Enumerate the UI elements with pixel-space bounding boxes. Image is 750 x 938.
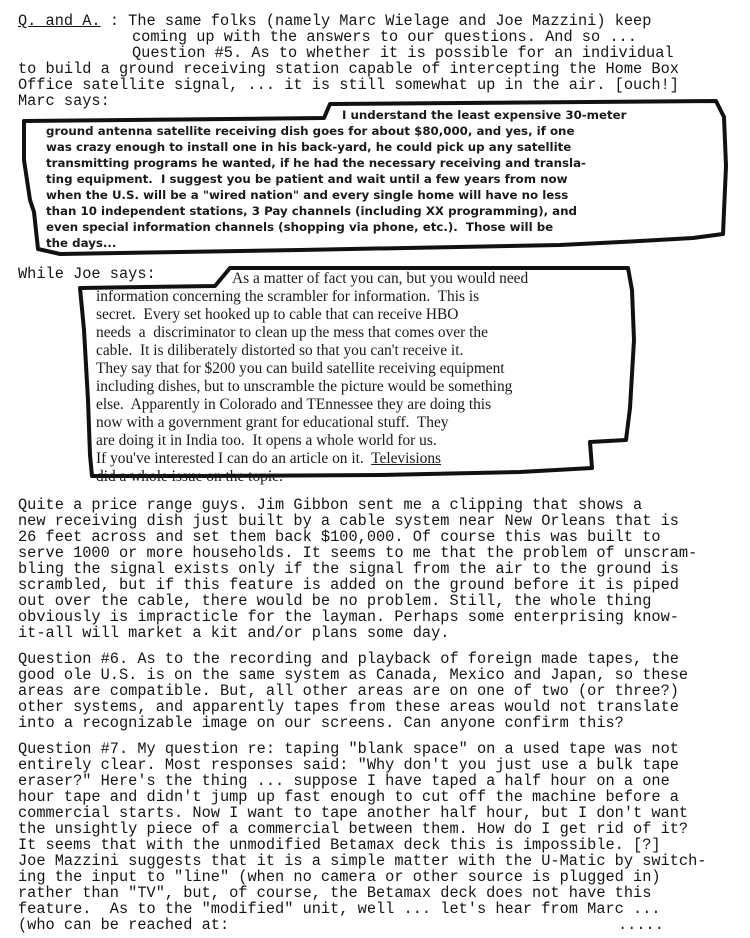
joe-quote-line-2: information concerning the scrambler for information. This is [96, 288, 480, 305]
q6-line-5: into a recognizable image on our screens. Can anyone confirm this? [18, 714, 624, 732]
joe-quote-line-11 [96, 450, 441, 468]
joe-quote-line-9: now with a government grant for educational stuff. They [96, 414, 449, 431]
q7-line-4: hour tape and didn't jump up fast enough to cut off the machine before a [18, 788, 679, 806]
q7-line-12: (who can be reached at: [18, 916, 230, 934]
marc-quote-line-6: when the U.S. will be a "wired nation" and every single home will have no less [46, 188, 569, 202]
intro-line-1: : The same folks (namely Marc Wielage and Joe Mazzini) keep [109, 12, 652, 30]
joe-quote-line-6: They say that for $200 you can build satellite receiving equipment [96, 360, 505, 377]
marc-quote-line-1: I understand the least expensive 30-meter [342, 108, 627, 122]
q7-line-5: commercial starts. Now I want to tape another half hour, but I don't want [18, 804, 689, 822]
price-line-7: out over the cable, there would be no problem. Still, the whole thing [18, 592, 652, 610]
qa-heading [18, 13, 651, 29]
marc-quote-line-5: ting equipment. I suggest you be patient and wait until a few years from now [46, 172, 568, 186]
joe-quote-line-11a: If you've interested I can do an article on it. [96, 450, 372, 467]
marc-quote-line-9: the days... [46, 236, 117, 250]
intro-line-4: to build a ground receiving station capable of intercepting the Home Box [18, 60, 679, 78]
intro-line-6: Marc says: [18, 92, 110, 110]
intro-line-5: Office satellite signal, ... it is still somewhat up in the air. [ouch!] [18, 76, 679, 94]
q7-line-6: the unsightly piece of a commercial between them. How do I get rid of it? [18, 820, 689, 838]
marc-quote-line-4: transmitting programs he wanted, if he had the necessary receiving and transla- [46, 156, 586, 170]
q7-line-1: Question #7. My question re: taping "blank space" on a used tape was not [18, 740, 679, 758]
q7-line-11: feature. As to the "modified" unit, well ... let's hear from Marc ... [18, 900, 661, 918]
joe-quote-line-12: did a whole issue on the topic. [96, 468, 283, 485]
price-line-3: 26 feet across and set them back $100,000. Of course this was built to [18, 528, 661, 546]
price-line-2: new receiving dish just built by a cable system near New Orleans that is [18, 512, 679, 530]
price-line-1: Quite a price range guys. Jim Gibbon sent me a clipping that shows a [18, 496, 643, 514]
q6-line-3: areas are compatible. But, all other areas are on one of two (or three?) [18, 682, 679, 700]
q7-line-12-ellipsis: ..... [618, 916, 664, 934]
price-line-6: scrambled, but if this feature is added on the ground before it is piped [18, 576, 679, 594]
q6-line-4: other systems, and apparently tapes from these areas would not translate [18, 698, 679, 716]
qa-label: Q. and A. [18, 12, 101, 30]
joe-quote-line-5: cable. It is diliberately distorted so that you can't receive it. [96, 342, 464, 359]
marc-quote-line-3: was crazy enough to install one in his back-yard, he could pick up any satellite [46, 140, 572, 154]
q7-line-8: Joe Mazzini suggests that it is a simple matter with the U-Matic by switch- [18, 852, 707, 870]
q7-line-2: entirely clear. Most responses said: "Why don't you just use a bulk tape [18, 756, 679, 774]
joe-quote-line-4: needs a discriminator to clean up the mess that comes over the [96, 324, 488, 341]
joe-quote-line-1: As a matter of fact you can, but you would need [232, 270, 529, 287]
q7-line-3: eraser?" Here's the thing ... suppose I have taped a half hour on a one [18, 772, 670, 790]
q6-line-1: Question #6. As to the recording and playback of foreign made tapes, the [18, 650, 679, 668]
price-line-8: obviously is impracticle for the layman. Perhaps some enterprising know- [18, 608, 679, 626]
marc-quote-line-8: even special information channels (shopping via phone, etc.). Those will be [46, 220, 554, 234]
joe-intro: While Joe says: [18, 265, 156, 283]
joe-quote-line-10: are doing it in India too. It opens a whole world for us. [96, 432, 437, 449]
intro-line-2: coming up with the answers to our questions. And so ... [132, 28, 637, 46]
joe-quote-line-7: including dishes, but to unscramble the picture would be something [96, 378, 513, 395]
price-line-4: serve 1000 or more households. It seems to me that the problem of unscram- [18, 544, 698, 562]
joe-quote-line-8: else. Apparently in Colorado and TEnnessee they are doing this [96, 396, 492, 413]
price-line-9: it-all will market a kit and/or plans some day. [18, 624, 450, 642]
marc-quote-line-7: than 10 independent stations, 3 Pay channels (including XX programming), and [46, 204, 577, 218]
q7-line-7: It seems that with the unmodified Betamax deck this is impossible. [?] [18, 836, 661, 854]
price-line-5: bling the signal exists only if the signal from the air to the ground is [18, 560, 679, 578]
joe-quote-line-3: secret. Every set hooked up to cable that can receive HBO [96, 306, 459, 323]
marc-quote-line-2: ground antenna satellite receiving dish goes for about $80,000, and yes, if one [46, 124, 575, 138]
intro-line-3: Question #5. As to whether it is possible for an individual [132, 44, 674, 62]
q7-line-10: rather than "TV", but, of course, the Betamax deck does not have this [18, 884, 652, 902]
q7-line-9: ing the input to "line" (when no camera or other source is plugged in) [18, 868, 661, 886]
q6-line-2: good ole U.S. is on the same system as Canada, Mexico and Japan, so these [18, 666, 689, 684]
televisions-title: Televisions [371, 450, 442, 467]
